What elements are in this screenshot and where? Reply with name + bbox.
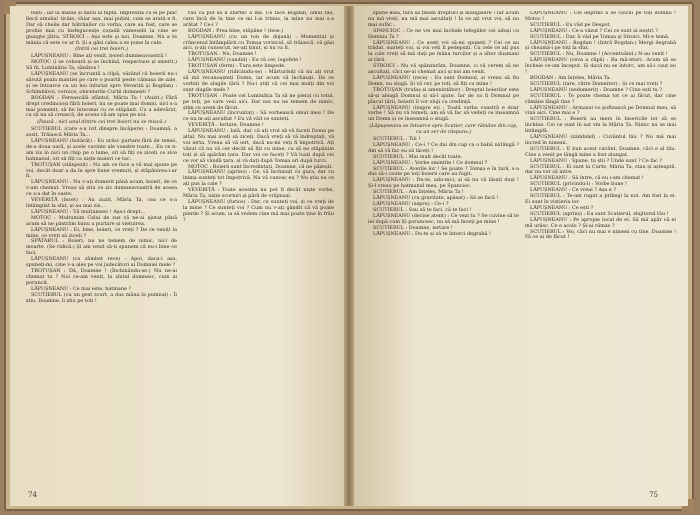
dialogue-line: BOGDAN : Fereascălă sfântul, Măria Ta ! (Auzit.) Fără drept credincioși fără boieri, nu se poate mai domni, nici s-a mai pomenit, să fie întocmai cu ce stăpânit. Cu a adevărat, ca să nu să crească, de aceea vă-am spus pe noi. [26,94,177,119]
dialogue-line: TROTUȘAN (trufaș și amenințător) : Dreptul boierilor este să-și aleagă Domnul și să-l ajute. Iar de va fi Domnul pe placul țării, boierii îl vor sluji cu credință. [368,86,519,105]
dialogue-line: LĂPUȘNEANU : Iată, dar, că ați vrut să vă faceți Domn pe altul. Nu mai aveți să ziceți. Dacă vreți să vă îndreptați, vă voi ierta. Vreau să vă iert, dacă nu-mi veți fi împotrivă. Ați văzut că nu vă cer decât să fiți cu mine, ca să ne stăpânim toți și să apărăm țara. Dar voi ce faceți ? Vă luați după cei ce vor să vândă țara, și vă dați după Tomșa ori după turci. [183,128,334,164]
dialogue-line: BOGDAN : Am înțeles, Măria Ta. [530,74,612,81]
dialogue-line: TROTUȘAN (ferm) : Tura este limpede. [188,63,286,70]
dialogue-line: SCUTIERUL : Nu, Doamne ! (Accentuând.) N-au venit ! [530,51,668,58]
dialogue-line: LĂPUȘNEANU : Cel deprins a se ciocni pe toți domnii ! Motoc ! [525,11,676,22]
dialogue-line: SCUTIERUL : Eu văd pe Despot. [530,21,611,28]
dialogue-line: BOGDAN : Prea bine, stăpâne ! (Iese.) [188,27,284,34]
page-number: 75 [649,491,658,499]
dialogue-line: SCUTIERUL : Sau să te faci, că te faci ! [373,206,472,213]
dialogue-line: VEVERIȚĂ : Iertare, Doamne ! [188,122,264,129]
right-page-column-2 [525,11,676,483]
dialogue-line: LĂPUȘNEANU : Să intre, că eu i-am chemat ! [530,175,644,182]
dialogue-line: LĂPUȘNEANU : Ei, bine, boieri, ce vreți ? De ce veniți la mine, ce vreți să ziceți ? [26,226,177,239]
dialogue-line: LĂPUȘNEANU (se încruntă a clipă, văzând că boierii nu-i sărută poala mantiei pe care o poartă peste cămașa de zale, și se întoarce ca un leu înfuriat spre Veveriță și Bogdan) : Schimbăvoi, vornice, obiceiurile Curții domnești ? [26,71,177,95]
dialogue-line: LĂPUȘNEANU : Nu v-ați dumerit până acum, boieri, de ce v-am chemat. Vreau să știu ce zic dumneavoastră de aceea ce s-a dat în oaste. [26,179,177,198]
dialogue-line: SCUTIERUL : Tiii ! [373,136,421,143]
dialogue-line: SCUTIERUL : Doamne, iertare ! [373,224,453,231]
dialogue-line: LĂPUȘNEANU (înspre ei) : Toată vorba voastră e doar vorbe ! Să nu vă temeți, am să vă fac să vedeți ce înseamnă un Domn și ce înseamnă o slugă. [368,104,519,123]
dialogue-line: MOTOC : Multumim Celui de sus că ne-ai ajutat până acum să ne păstrăm banu a purtare și viețuirea. [26,214,177,227]
dialogue-line: SCUTIERUL : Ei sunt la Curte, Măria Ta, stau și așteaptă, dar nu vor să intre. [525,163,676,176]
right-page-column-1 [368,11,519,483]
dialogue-line: LĂPUȘNEANU (aspru) : Ce-i ? [373,201,449,207]
dialogue-line: SPANCIOC : Ce ne vei mai închide lefegiilor cei aduși cu Domnia Ta ? [368,27,519,40]
dialogue-line: VEVERIȚĂ : Toate acestea nu pot fi decât niște vorbe, Măria Ta, niște scorniri și pâră de vrăjmași. [183,187,334,200]
dialogue-line: LĂPUȘNEANU (rece) : Eu sunt Domnul, și vreau să fiu Domn, nu slugă. Și vă cer, pe toți, să fiți cu mine ! [368,74,519,87]
dialogue-line: LĂPUȘNEANU : Ce mai este, hatmane ? [31,285,132,292]
dialogue-line: LĂPUȘNEANU : Vorbe smintite ! Ce domnul ? [373,159,488,166]
dialogue-line: LĂPUȘNEANU (ceva a clipă) : Ba mă-ntorc. Acum să se încheie ce-am început. Și dacă nu se întorc, am să-i caut eu ! [525,57,676,76]
dialogue-line: MOTOC : Boierii sunt încredințați, Doamne, că ne păzești. [188,163,333,170]
dialogue-line: TROTUȘAN (stânjenit) : Nu am ce face a vă mai spune pe voi, decât doar a da în spre bune vremuri, și stăpânirea-i-ar fi. [26,161,177,180]
stage-direction: (Intră cei trei boieri.) [75,46,128,53]
dialogue-line: LĂPUȘNEANU (decise atent) : Ce vezi tu ? Se cuvine să te iei după cum îți poruncesc, nu să mă înveți pe mine ! [368,212,519,225]
dialogue-line: SCUTIERUL : Voi, căci nu mai e nimeni cu tine, Doamne ! Fă ce ai de făcut ! [525,228,676,241]
dialogue-line: LĂPUȘNEANU (cu zâmbet rece) : Apoi, daca-i așa, spuneți-mi, cine v-a ales pe voi judecători ai Domniei mele ? [26,256,177,269]
dialogue-line: SCUTIERUL : Te-am rugat a pribegi la noi. Am fost la ei. Ei sunt în vistieria lor. [525,193,676,205]
dialogue-line: tești ; iar la mânie și dârzi la faptă. Împreună cu ei pe plac fiecă umulia! ticăie, chiar așa, mai puțini, cum se arată e fi. Dar să cheile dar bătrânilor cu vorba, care au fost, care se profiie mai cu însfeguceațe coșadă vameselii la cine se giungte jătra. STROICI : Așa este și noi, Doamne. Nu a te mânia că este ce ar fi. Și a găsi calea a se pune în cale. [26,11,177,46]
dialogue-line: LĂPUȘNEANU (furios) : Dar, ce sunteți voi, și ce vreți de la mine ? Ce sunteți voi ? Cum nu v-ați gândit că vă poate pierde ? Și acum, ia să vedem cine mă mai poate ține în frâu ? [183,199,334,223]
stage-direction: (Pauză : nici unul dintre cei trei boieri nu se mișcă.) [37,119,166,126]
right-page [354,6,688,506]
left-page-column-2 [183,11,334,483]
left-page-column-1 [26,11,177,483]
dialogue-line: LĂPUȘNEANU : Pe apropie locul de ei. Să mă apăr că ei mă urăsc. Ce e acolo ? Și-ai rămas ? [525,216,676,229]
book-spread [4,2,694,511]
dialogue-line: SCUTIERUL : Boierii au mers în bisericile lor să se închine. Cei ce sunt în sat vin la Măria Ta. Nimic nu se mai întâmplă. [525,116,676,135]
dialogue-line: TROTUȘAN : Poate cel Luminăția Ta să ne pierzi cu totul, pe toți, pe care vezi aici. Dar noi nu ne temem de nimic, știm ce avem de făcut. [183,92,334,111]
dialogue-line: LĂPUȘNEANU : Du-te și să te întorci degrabă ! [373,230,491,237]
dialogue-line: MOTOC (i se coboară și se închină, respectuos și smerit.) Să fii, Luminăția Ta, sănătos ! [26,59,177,72]
dialogue-line: LĂPUȘNEANU (zâmbind) : Cuvântul tău ? Nu mă mai încred în nimeni. [525,134,676,146]
dialogue-line: LĂPUȘNEANU : Spune, tu știi ? Unde sunt ? Ce fac ? [530,157,662,164]
dialogue-line: spune mea, fără să ținem drepturi și mângâiere ! Iar acum nu mă vreți, nu mă mai ascultați ! Ia ce ați vrut voi, să nu mai sufăr... [368,11,519,28]
book-gutter [344,6,354,506]
dialogue-line: LĂPUȘNEANU (hotărât) : Eu urăsc purtare fără de temei, de-a doua oară, și acele cuvinte ale voastre toate... Eu ce n-am zis în nici un chip pe o lume, ori să fiți ce ziceți ce zice hatmanul, ori să fiți ca niște muieri ce tac. [26,138,177,162]
page-number: 74 [28,491,37,499]
dialogue-line: LĂPUȘNEANU : Bine ați venit, boieri dumneavoastră ! [31,53,167,60]
dialogue-line: SCUTIERUL (care s-a ivit dinspre încăpere) : Doamnă, a sosit. Trăiască Măria Ta... [26,126,177,139]
dialogue-line: SCUTIERUL (cu un gest scurt, a dus mâna la pumnal) : Îi știu, Doamne, îi știu pe toți ! [26,291,177,304]
dialogue-line: STROICI : Nu vă spânzurăm, Doamne, ci vă cerem să ne ascultați, căci ne-ai chemat aici și noi am venit. [368,63,519,76]
dialogue-line: SCUTIERUL (privindu-l) : Vorbe bune ! [530,181,627,188]
dialogue-line: LĂPUȘNEANU (nedumerit) : Doamne ? Cine ești tu ? [530,86,662,93]
dialogue-line: SCUTIERUL (tare, către Domnitor) : Și ce mai vreți ? [530,80,663,87]
dialogue-line: LĂPUȘNEANU : Ce vreai ? Așa e ? [530,187,616,194]
dialogue-line: LĂPUȘNEANU : Ce-i ? Ce dai din cap ca o babă nătângă ? Am să vă fac eu să tăceți ! [368,141,519,154]
left-page-columns [26,11,334,483]
dialogue-line: LĂPUȘNEANU : Bogdan ! (Intră Bogdan.) Mergi degrabă și cheamă-i pe toți la sfat. [525,39,676,52]
dialogue-line: rău că pot să îl sfârtec a me. Ce face Bogdan, omul tău, care încă de la tine ce mi l-ai trimis, la mine nu mai s-a arătat ? Ce-i ? [183,11,334,28]
dialogue-line: SCUTIERUL : Mai mult decât toate. [373,153,463,160]
dialogue-line: LĂPUȘNEANU (candid) : Eu vă cer, logofete ! [188,57,302,64]
dialogue-line: LĂPUȘNEANU (ridicându-se) : Mărturisiți că nu ați vrut să mă recunoașteți Domn, iar acum vă închinați. De ce vorbiți de slugile țării ? Nu-i știți că cei mai mulți din voi sunt slugile mele ? [183,69,334,93]
left-page [10,6,344,506]
dialogue-line: SCUTIERUL : Te poate chema tot ce ai făcut, dar cine rămâne lângă tine ? [525,92,676,105]
dialogue-line: LĂPUȘNEANU : Ce ești ? [530,204,594,211]
dialogue-line: LĂPUȘNEANU (cu gravitate, apăsat) : Să se facă ! [373,195,499,202]
dialogue-line: SCUTIERUL : E bun acest cuvânt, Doamne, căci e al tău. Cine a venit pe lângă mine a fost alungat. [525,145,676,158]
dialogue-line: LĂPUȘNEANU : Vă mulțumesc ! Așa-i drept... [31,208,146,215]
dialogue-line: LĂPUȘNEANU : Ce aveți voi să-mi spuneți ? Cei ce au trădat, sunteți voi, și voi veți fi pedepsiți. Cu cele ce ați pus la cale vreți să mă dați pe mâna turcilor și a altor dușmani ai țării. [368,39,519,64]
dialogue-line: SPĂTARUL : Boieri, nu ne temem de nimic, nici de moarte. (Se ridică.) Și am venit să-ți spunem că nu-i bine ce faci. [26,238,177,257]
dialogue-line: LĂPUȘNEANU (cu un ton de dojană) : Momentul și crâncenul întâmplării cu Tomșa vornicul, să trăiască, vă găsi aici, n-ați cunoscut, ne-ați ținut, și nu va fi. [183,33,334,52]
dialogue-line: VEVERIȚĂ (încet) : Au auzit, Măria Ta, cea ce s-a întâmplat la sfat, și au mai zis... [26,197,177,209]
dialogue-line: TROTUȘAN : Dă, Doamne ! (Închinându-se.) Nu ne-ai chemat tu ? Noi ce-am venit, la sfatul domnesc, cum ai poruncit. [26,267,177,286]
dialogue-line: SCUTIERUL : Dar, îi văd pe Tomșa și Stroici. Mi-e temă. [530,33,670,40]
dialogue-line: LĂPUȘNEANU : Du-te, adu-mi-i, și să nu vă lăsați duși ! Și-l vreau pe hatmanul meu, pe Spancioc. [368,177,519,190]
stage-direction: (Lăpușneanu se întoarce spre Scutier, care rămâne din cap, cu un ser de răspuns.) [369,123,518,136]
dialogue-line: SCUTIERUL : Am înțeles, Măria Ta ! [373,189,464,196]
dialogue-line: LĂPUȘNEANU : Armașul vo poftească pe Domnul meu, să vină aici. Cine mai e ? [525,104,676,117]
dialogue-line: LĂPUȘNEANU (aprins) : Ce, vă închinați cu gura, dar cu inima sunteți tot împotrivă. Nu vă cunosc eu ? Nu știu eu ce ați pus la cale ? [183,169,334,188]
right-page-columns [368,11,676,483]
dialogue-line: LĂPUȘNEANU (încruntat) : Să vorbească omul meu ! De ce nu m-ați ascultat ? Eu vă văd ce sunteți. [183,110,334,123]
dialogue-line: LĂPUȘNEANU : Ce-a văzut ? Cei ce sunt ai noștri ? [530,27,658,34]
dialogue-line: SCUTIERUL : Averile lor ! Se poate ? Tomșa e în țară, s-a dus să-i caute pe toți boierii care au fugit. [368,165,519,178]
dialogue-line: TROTUȘAN : Nu, Doamne ! [188,51,257,58]
dialogue-line: SCUTIERUL (aprins) : Eu sunt Scutierul, slujitorul tău ! [530,210,669,217]
